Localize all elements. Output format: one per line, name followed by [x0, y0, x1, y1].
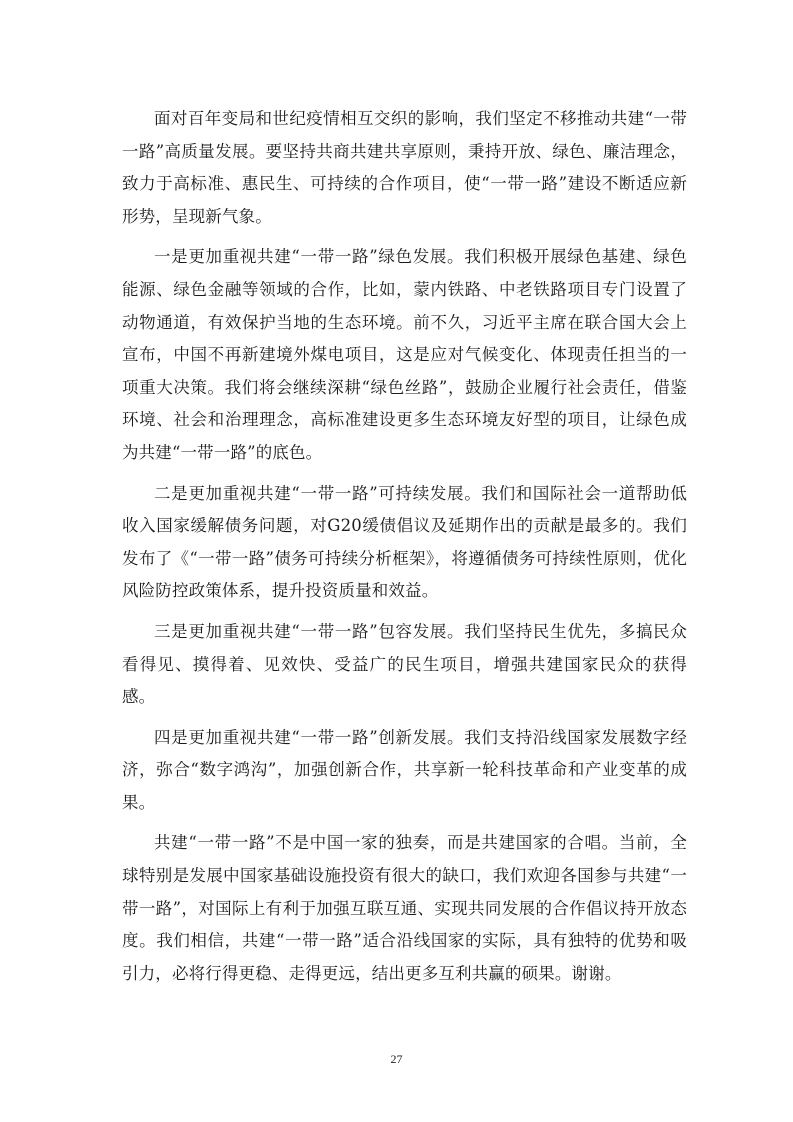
paragraph-innovative-development: 四是更加重视共建“一带一路”创新发展。我们支持沿线国家发展数字经济，弥合“数字鸿沟”，加强创新合作，共享新一轮科技革命和产业变革的成果。	[122, 727, 687, 812]
paragraph-conclusion: 共建“一带一路”不是中国一家的独奏，而是共建国家的合唱。当前，全球特别是发展中国家基础设施投资有很大的缺口，我们欢迎各国参与共建“一带一路”，对国际上有利于加强互联互通、实现共同发展的合作倡议持开放态度。我们相信，共建“一带一路”适合沿线国家的实际，具有独特的优势和吸引力，必将行得更稳、走得更远，结出更多互利共赢的硕果。谢谢。	[122, 833, 687, 983]
paragraph-intro: 面对百年变局和世纪疫情相互交织的影响，我们坚定不移推动共建“一带一路”高质量发展。要坚持共商共建共享原则，秉持开放、绿色、廉洁理念，致力于高标准、惠民生、可持续的合作项目，使“一带一路”建设不断适应新形势，呈现新气象。	[122, 109, 687, 226]
body-text	[122, 103, 687, 998]
paragraph-inclusive-development: 三是更加重视共建“一带一路”包容发展。我们坚持民生优先，多搞民众看得见、摸得着、见效快、受益广的民生项目，增强共建国家民众的获得感。	[122, 621, 687, 707]
paragraph-sustainable-development: 二是更加重视共建“一带一路”可持续发展。我们和国际社会一道帮助低收入国家缓解债务问题，对G20缓债倡议及延期作出的贡献是最多的。我们发布了《“一带一路”债务可持续分析框架》，将遵循债务可持续性原则，优化风险防控政策体系，提升投资质量和效益。	[122, 483, 687, 601]
paragraph-green-development: 一是更加重视共建“一带一路”绿色发展。我们积极开展绿色基建、绿色能源、绿色金融等领域的合作，比如，蒙内铁路、中老铁路项目专门设置了动物通道，有效保护当地的生态环境。前不久，习近平主席在联合国大会上宣布，中国不再新建境外煤电项目，这是应对气候变化、体现责任担当的一项重大决策。我们将会继续深耕“绿色丝路”，鼓励企业履行社会责任，借鉴环境、社会和治理理念，高标准建设更多生态环境友好型的项目，让绿色成为共建“一带一路”的底色。	[122, 247, 687, 462]
page-number: 27	[390, 1052, 403, 1066]
